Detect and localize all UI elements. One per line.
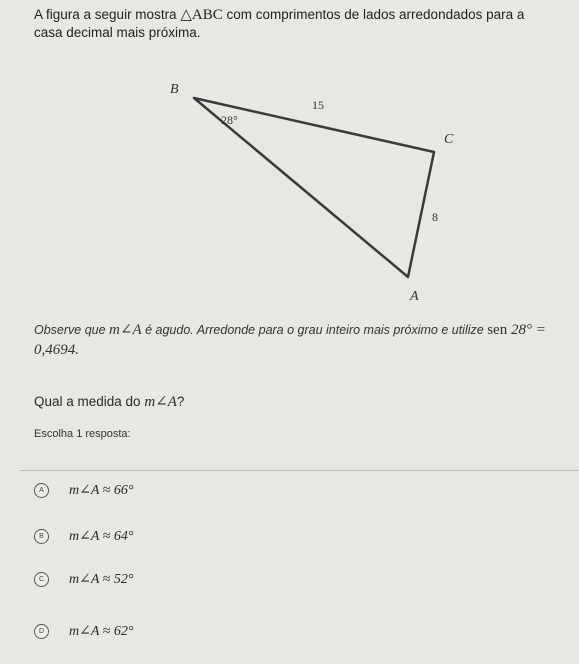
- option-c-text: m∠A ≈ 52°: [69, 571, 134, 587]
- answer-option-b[interactable]: [34, 525, 133, 547]
- question-end: ?: [176, 394, 185, 409]
- radio-b-icon[interactable]: B: [34, 529, 49, 544]
- side-bc-label: 15: [312, 98, 324, 112]
- observe-note: [34, 320, 564, 360]
- radio-d-icon[interactable]: D: [34, 624, 49, 639]
- triangle-figure: [0, 0, 579, 320]
- angle-b-label: 28°: [221, 113, 238, 127]
- answer-option-a[interactable]: [34, 479, 133, 501]
- radio-c-icon[interactable]: C: [34, 572, 49, 587]
- option-d-text: m∠A ≈ 62°: [69, 623, 134, 639]
- triangle-abc: [194, 98, 434, 277]
- observe-angle: m∠A: [109, 322, 142, 338]
- side-ca-label: 8: [432, 210, 438, 224]
- problem-statement: [34, 6, 554, 41]
- observe-text-1: Observe que: [34, 323, 110, 337]
- answer-option-c[interactable]: [34, 568, 133, 590]
- vertex-b-label: B: [170, 82, 179, 97]
- option-a-text: m∠A ≈ 66°: [69, 482, 134, 498]
- prompt-text-start: A figura a seguir mostra: [34, 7, 181, 22]
- choose-label: Escolha 1 resposta:: [34, 428, 131, 440]
- triangle-name: △ABC: [180, 7, 223, 23]
- sen-value: 28° = 0,4694.: [34, 322, 546, 358]
- prompt-text-end: com comprimentos de lados arredondados para a casa decimal mais próxima.: [34, 7, 525, 40]
- observe-text-2: é agudo. Arredonde para o grau inteiro mais próximo e utilize: [141, 323, 488, 337]
- answer-option-d[interactable]: [34, 620, 133, 642]
- question-start: Qual a medida do: [34, 394, 145, 409]
- vertex-c-label: C: [444, 132, 454, 147]
- radio-a-icon[interactable]: A: [34, 483, 49, 498]
- question-angle: m∠A: [144, 394, 177, 410]
- divider: [20, 470, 579, 471]
- question-text: [34, 392, 184, 411]
- vertex-a-label: A: [410, 289, 419, 304]
- option-b-text: m∠A ≈ 64°: [69, 528, 134, 544]
- sen-function: sen: [487, 322, 511, 338]
